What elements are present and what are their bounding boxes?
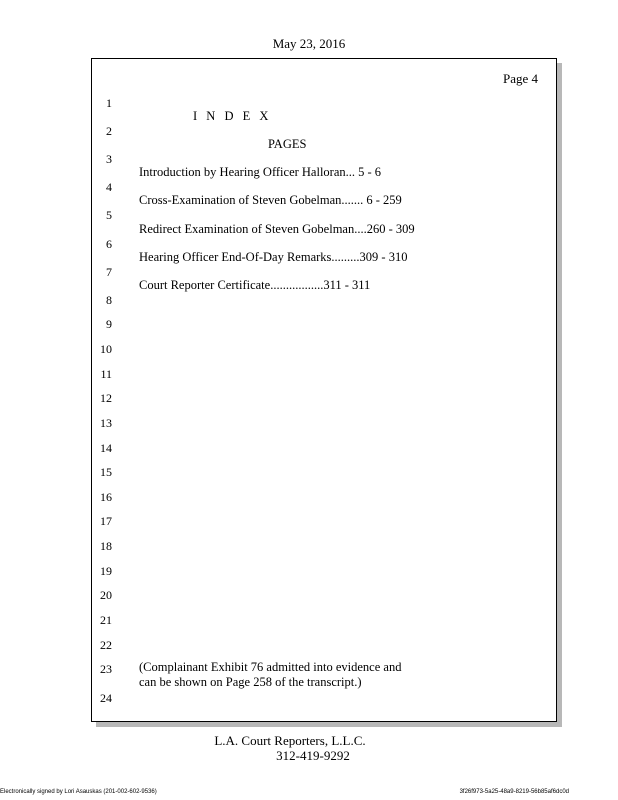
line-number: 2	[106, 124, 112, 138]
line-number: 5	[106, 208, 112, 222]
line-number: 4	[106, 180, 112, 194]
line-number: 10	[100, 342, 112, 356]
line-number: 24	[100, 691, 112, 705]
index-entry: Introduction by Hearing Officer Halloran... 5 - 6	[139, 165, 382, 179]
line-number: 1	[106, 96, 112, 110]
line-number: 15	[100, 465, 112, 479]
line-number: 6	[106, 237, 112, 251]
transcript-page	[91, 58, 557, 722]
line-number: 11	[100, 367, 112, 381]
line-number: 14	[100, 441, 112, 455]
line-number: 17	[100, 514, 112, 528]
line-number: 8	[106, 293, 112, 307]
transcript-date: May 23, 2016	[272, 36, 346, 51]
line-number: 7	[106, 265, 112, 279]
line-number: 3	[106, 152, 112, 166]
index-entry: Hearing Officer End-Of-Day Remarks.........309 - 310	[139, 250, 408, 264]
index-entry: Court Reporter Certificate.................311 - 311	[139, 278, 371, 292]
index-title: I N D E X	[193, 109, 272, 123]
reporter-company: L.A. Court Reporters, L.L.C.	[214, 733, 366, 748]
index-entry: Redirect Examination of Steven Gobelman....260 - 309	[139, 222, 415, 236]
line-number: 19	[100, 564, 112, 578]
line-number: 21	[100, 613, 112, 627]
page-number: Page 4	[502, 71, 538, 86]
reporter-phone: 312-419-9292	[276, 748, 350, 763]
line-number: 12	[100, 391, 112, 405]
exhibit-note-line-1: (Complainant Exhibit 76 admitted into evidence and	[139, 660, 402, 674]
line-number: 18	[100, 539, 112, 553]
document-id-text: 3f26f973-5a25-48a9-8219-56b85af6dc0d	[459, 789, 569, 795]
electronic-signature-text: Electronically signed by Lori Asauskas (201-002-602-9536)	[0, 789, 157, 795]
index-entry: Cross-Examination of Steven Gobelman....... 6 - 259	[139, 193, 402, 207]
line-number: 13	[100, 416, 112, 430]
line-number: 9	[106, 317, 112, 331]
exhibit-note-line-2: can be shown on Page 258 of the transcript.)	[139, 675, 362, 689]
line-number: 16	[100, 490, 112, 504]
line-number: 23	[100, 662, 112, 676]
line-number: 20	[100, 588, 112, 602]
pages-heading: PAGES	[268, 137, 307, 151]
line-number: 22	[100, 638, 112, 652]
